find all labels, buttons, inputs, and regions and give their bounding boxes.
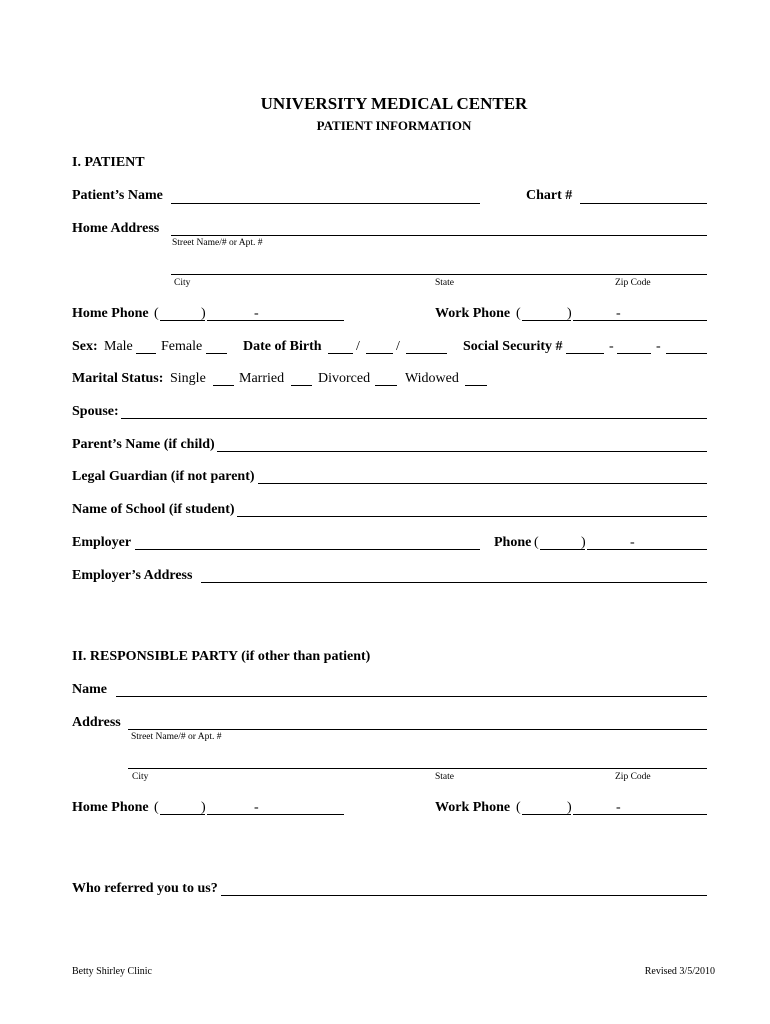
employer-field[interactable] xyxy=(135,549,480,550)
work-phone-area-field[interactable] xyxy=(522,320,571,321)
street-hint: Street Name/# or Apt. # xyxy=(172,238,263,248)
ssn-dash-1: - xyxy=(609,339,614,354)
responsible-home-phone-open-paren: ( xyxy=(154,800,159,815)
legal-guardian-field[interactable] xyxy=(258,483,707,484)
ssn-dash-2: - xyxy=(656,339,661,354)
sex-female-label: Female xyxy=(161,339,203,354)
sex-label: Sex: xyxy=(72,339,98,354)
footer-revision-date: Revised 3/5/2010 xyxy=(644,966,715,977)
work-phone-close-paren: ) xyxy=(567,306,572,321)
ssn-part2-field[interactable] xyxy=(617,353,651,354)
marital-divorced-field[interactable] xyxy=(375,385,397,386)
responsible-work-phone-area-field[interactable] xyxy=(522,814,571,815)
dob-slash-1: / xyxy=(356,339,360,354)
responsible-city-hint: City xyxy=(132,772,149,782)
work-phone-number-field[interactable] xyxy=(573,320,707,321)
employer-phone-area-field[interactable] xyxy=(540,549,585,550)
employer-phone-number-field[interactable] xyxy=(587,549,707,550)
responsible-home-phone-close-paren: ) xyxy=(201,800,206,815)
spouse-field[interactable] xyxy=(121,418,707,419)
employer-address-field[interactable] xyxy=(201,582,707,583)
responsible-name-field[interactable] xyxy=(116,696,707,697)
state-hint: State xyxy=(435,278,454,288)
responsible-home-phone-number-field[interactable] xyxy=(207,814,344,815)
home-address-label: Home Address xyxy=(72,221,160,236)
responsible-work-phone-label: Work Phone xyxy=(435,800,511,815)
responsible-work-phone-close-paren: ) xyxy=(567,800,572,815)
parent-name-field[interactable] xyxy=(217,451,707,452)
responsible-home-phone-area-field[interactable] xyxy=(160,814,205,815)
chart-number-field[interactable] xyxy=(580,203,707,204)
responsible-state-hint: State xyxy=(435,772,454,782)
spouse-label: Spouse: xyxy=(72,404,119,419)
school-name-field[interactable] xyxy=(237,516,707,517)
form-subtitle: PATIENT INFORMATION xyxy=(316,118,472,133)
dob-day-field[interactable] xyxy=(366,353,393,354)
ssn-part1-field[interactable] xyxy=(566,353,604,354)
work-phone-label: Work Phone xyxy=(435,306,511,321)
home-phone-label: Home Phone xyxy=(72,306,149,321)
sex-male-label: Male xyxy=(104,339,133,354)
dob-month-field[interactable] xyxy=(328,353,353,354)
chart-number-label: Chart # xyxy=(526,188,573,203)
patient-name-field[interactable] xyxy=(171,203,480,204)
responsible-street-hint: Street Name/# or Apt. # xyxy=(131,732,222,742)
ssn-label: Social Security # xyxy=(463,339,563,354)
dob-year-field[interactable] xyxy=(406,353,447,354)
marital-status-label: Marital Status: xyxy=(72,371,164,386)
employer-address-label: Employer’s Address xyxy=(72,568,193,583)
dob-slash-2: / xyxy=(396,339,400,354)
zip-hint: Zip Code xyxy=(615,278,651,288)
parent-name-label: Parent’s Name (if child) xyxy=(72,437,215,452)
employer-phone-dash: - xyxy=(630,535,635,550)
section-patient-heading: I. PATIENT xyxy=(72,155,145,170)
responsible-address-label: Address xyxy=(72,715,121,730)
section-responsible-party-heading: II. RESPONSIBLE PARTY (if other than patient) xyxy=(72,649,371,664)
marital-married-label: Married xyxy=(239,371,285,386)
responsible-address-city-field[interactable] xyxy=(128,768,707,769)
ssn-part3-field[interactable] xyxy=(666,353,707,354)
sex-male-field[interactable] xyxy=(136,353,156,354)
employer-phone-label: Phone xyxy=(494,535,532,550)
responsible-zip-hint: Zip Code xyxy=(615,772,651,782)
city-hint: City xyxy=(174,278,191,288)
form-title: UNIVERSITY MEDICAL CENTER xyxy=(260,94,528,113)
responsible-address-street-field[interactable] xyxy=(128,729,707,730)
home-address-street-field[interactable] xyxy=(171,235,707,236)
home-phone-close-paren: ) xyxy=(201,306,206,321)
work-phone-open-paren: ( xyxy=(516,306,521,321)
marital-married-field[interactable] xyxy=(291,385,312,386)
footer-clinic-name: Betty Shirley Clinic xyxy=(72,966,152,977)
responsible-work-phone-number-field[interactable] xyxy=(573,814,707,815)
marital-divorced-label: Divorced xyxy=(318,371,371,386)
employer-phone-open-paren: ( xyxy=(534,535,539,550)
home-phone-open-paren: ( xyxy=(154,306,159,321)
referral-field[interactable] xyxy=(221,895,707,896)
home-phone-area-field[interactable] xyxy=(160,320,205,321)
responsible-home-phone-label: Home Phone xyxy=(72,800,149,815)
work-phone-dash: - xyxy=(616,306,621,321)
responsible-home-phone-dash: - xyxy=(254,800,259,815)
employer-phone-close-paren: ) xyxy=(581,535,586,550)
home-phone-number-field[interactable] xyxy=(207,320,344,321)
school-name-label: Name of School (if student) xyxy=(72,502,235,517)
referral-label: Who referred you to us? xyxy=(72,881,218,896)
marital-widowed-field[interactable] xyxy=(465,385,487,386)
marital-single-field[interactable] xyxy=(213,385,234,386)
employer-label: Employer xyxy=(72,535,132,550)
home-phone-dash: - xyxy=(254,306,259,321)
sex-female-field[interactable] xyxy=(206,353,227,354)
home-address-city-field[interactable] xyxy=(171,274,707,275)
responsible-name-label: Name xyxy=(72,682,107,697)
responsible-work-phone-open-paren: ( xyxy=(516,800,521,815)
marital-widowed-label: Widowed xyxy=(405,371,459,386)
marital-single-label: Single xyxy=(170,371,206,386)
dob-label: Date of Birth xyxy=(243,339,322,354)
patient-name-label: Patient’s Name xyxy=(72,188,163,203)
responsible-work-phone-dash: - xyxy=(616,800,621,815)
legal-guardian-label: Legal Guardian (if not parent) xyxy=(72,469,255,484)
